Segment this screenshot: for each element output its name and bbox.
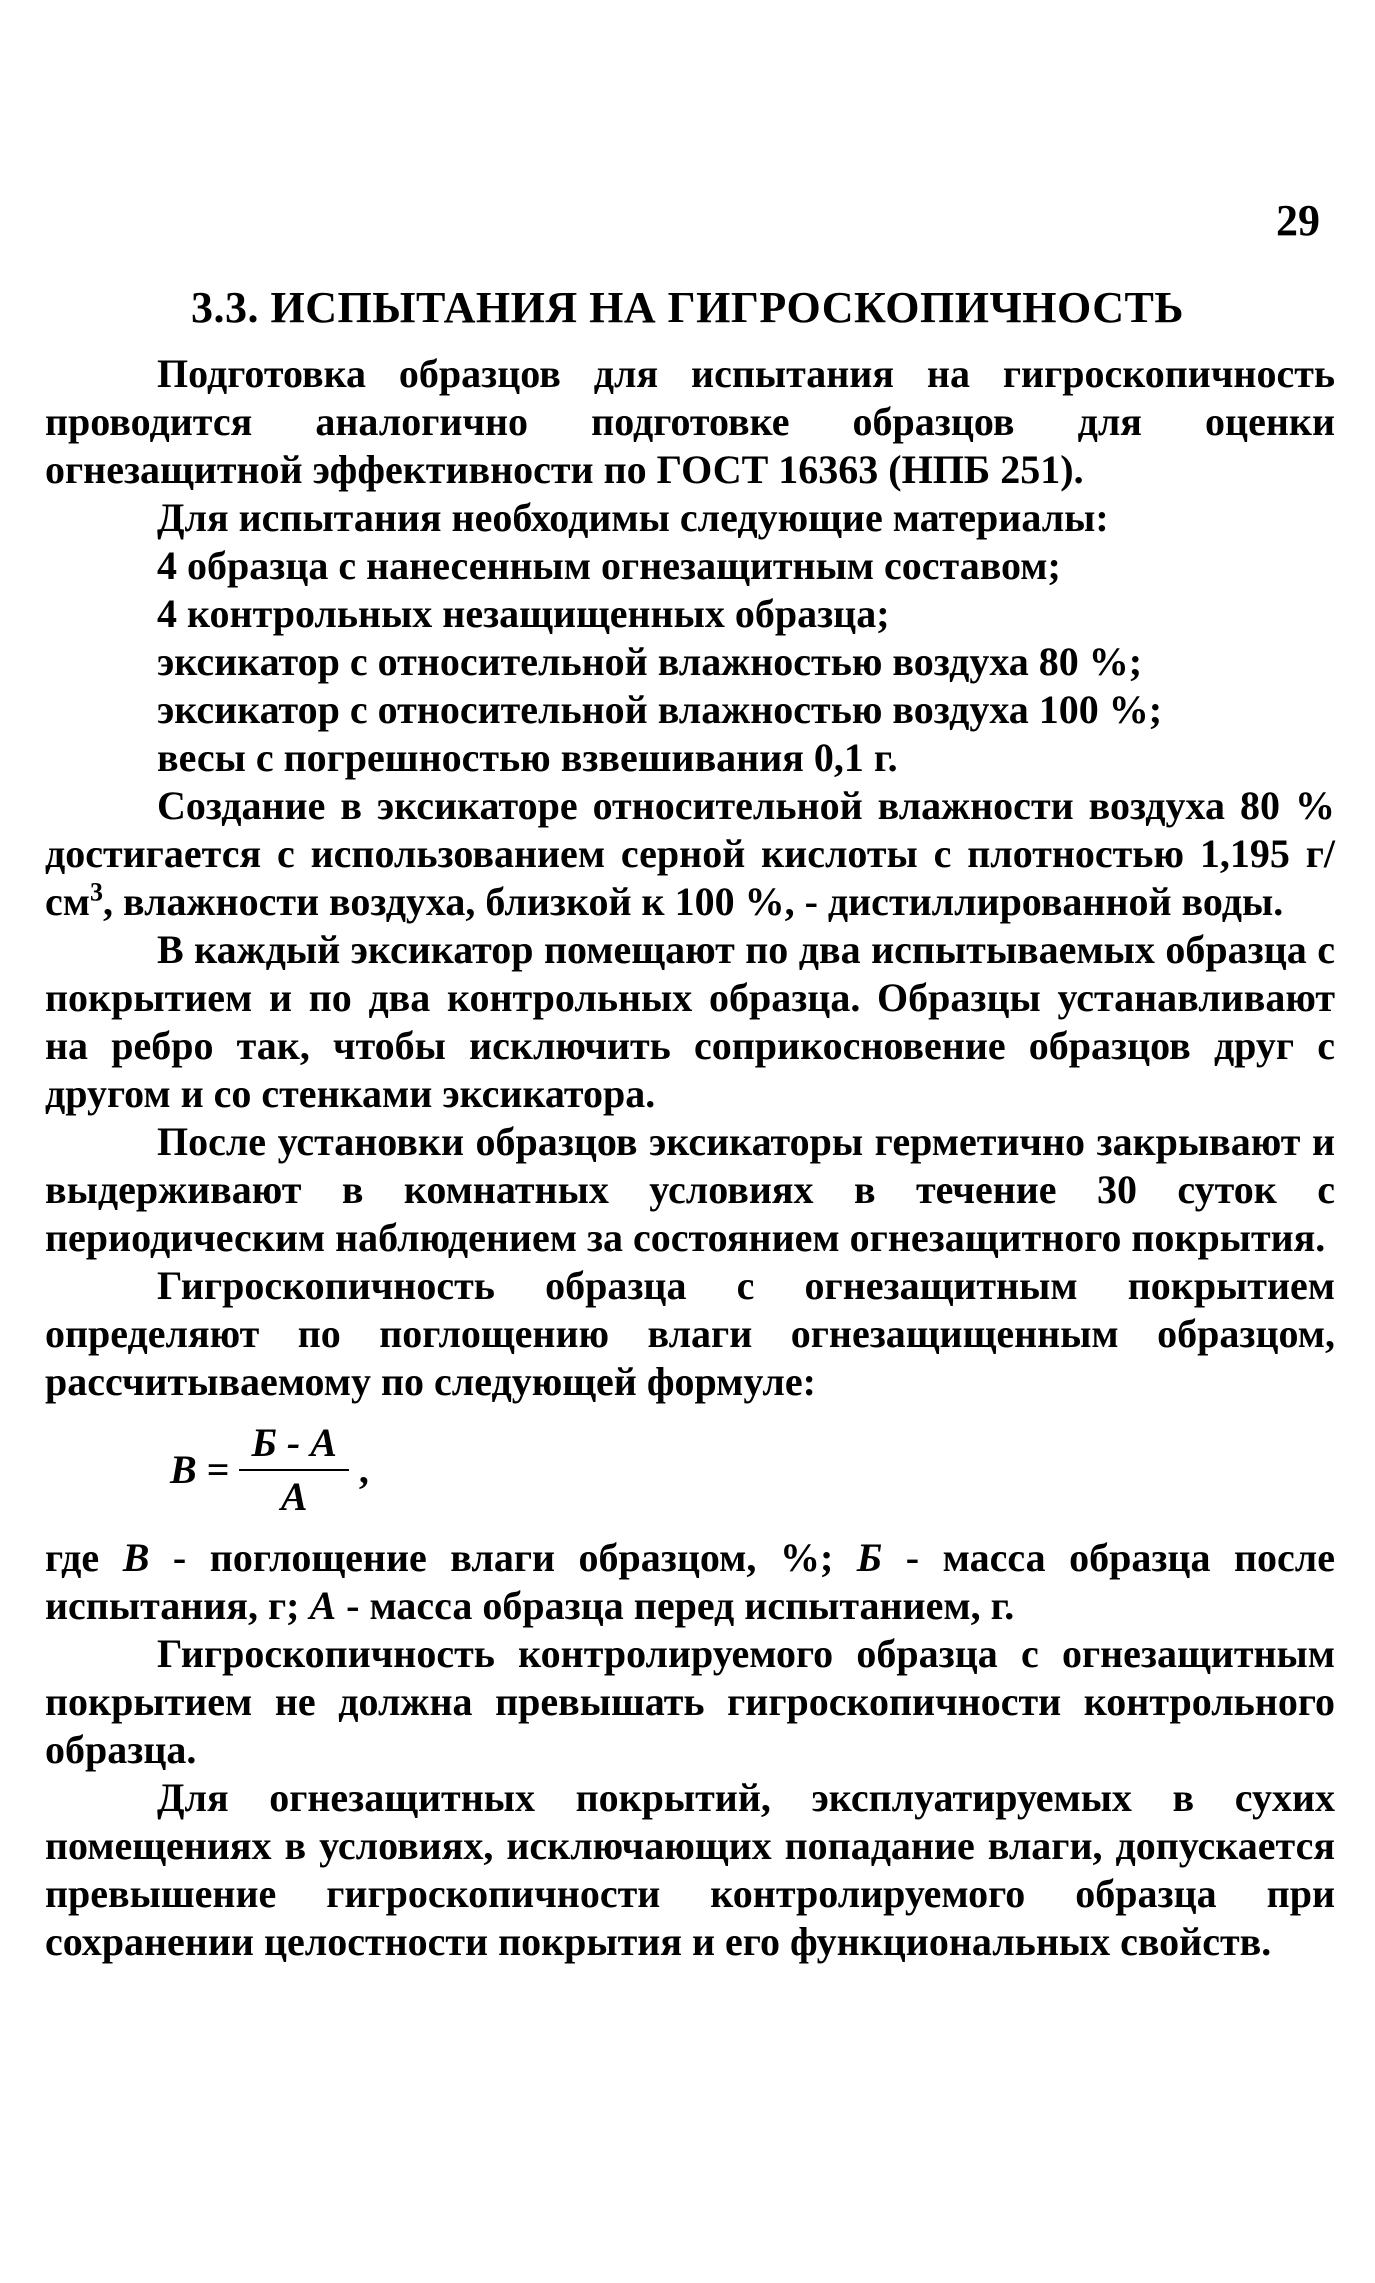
formula-lhs: В	[170, 1447, 197, 1492]
humidity-text-b: , влажности воздуха, близкой к 100 %, - дистиллированной воды.	[103, 879, 1284, 924]
formula-comma: ,	[358, 1447, 369, 1492]
where-text-2: - поглощение влаги образцом, %;	[149, 1535, 857, 1580]
paragraph-materials-intro: Для испытания необходимы следующие материалы:	[157, 495, 1109, 540]
where-text-1: где	[45, 1535, 123, 1580]
section-title: 3.3. ИСПЫТАНИЯ НА ГИГРОСКОПИЧНОСТЬ	[191, 283, 1184, 332]
superscript-3: 3	[90, 877, 103, 907]
body-text	[45, 350, 1335, 1966]
where-var-a: А	[309, 1583, 337, 1628]
list-item: эксикатор с относительной влажностью воздуха 100 %;	[157, 687, 1163, 732]
paragraph-exception: Для огнезащитных покрытий, эксплуатируемых в сухих помещениях в условиях, исключающих попадание влаги, допускается превышение гигроскопичности контролируемого образца при сохранении целостности покрытия и его функциональных свойств.	[45, 1775, 1335, 1964]
formula-numerator: Б - А	[239, 1419, 348, 1471]
list-item: 4 контрольных незащищенных образца;	[157, 591, 890, 636]
formula-equals: =	[206, 1447, 230, 1492]
list-item: эксикатор с относительной влажностью воздуха 80 %;	[157, 639, 1143, 684]
list-item: 4 образца с нанесенным огнезащитным составом;	[157, 543, 1061, 588]
paragraph-requirement: Гигроскопичность контролируемого образца с огнезащитным покрытием не должна превышать гигроскопичности контрольного образца.	[45, 1631, 1335, 1772]
paragraph-preparation: Подготовка образцов для испытания на гигроскопичность проводится аналогично подготовке образцов для оценки огнезащитной эффективности по ГОСТ 16363 (НПБ 251).	[45, 351, 1335, 492]
formula-fraction	[239, 1419, 348, 1521]
where-var-b: В	[122, 1535, 150, 1580]
list-item: весы с погрешностью взвешивания 0,1 г.	[157, 735, 898, 780]
where-text-3: - масса образца после испытания, г;	[45, 1535, 1335, 1628]
paragraph-where	[45, 1534, 1335, 1630]
humidity-text-a: Создание в эксикаторе относительной влажности воздуха 80 % достигается с использованием серной кислоты с плотностью 1,195 г/см	[45, 783, 1335, 924]
page-number: 29	[1276, 196, 1320, 245]
paragraph-storage: После установки образцов эксикаторы герметично закрывают и выдерживают в комнатных условиях в течение 30 суток с периодическим наблюдением за состоянием огнезащитного покрытия.	[45, 1119, 1335, 1260]
paragraph-hygroscopicity: Гигроскопичность образца с огнезащитным покрытием определяют по поглощению влаги огнезащищенным образцом, рассчитываемому по следующей формуле:	[45, 1263, 1335, 1404]
paragraph-humidity	[45, 782, 1335, 926]
where-text-4: - масса образца перед испытанием, г.	[336, 1583, 1015, 1628]
formula-denominator: А	[280, 1474, 308, 1519]
where-var-be: Б	[856, 1535, 883, 1580]
paragraph-placement: В каждый эксикатор помещают по два испытываемых образца с покрытием и по два контрольных образца. Образцы устанавливают на ребро так, чтобы исключить соприкосновение образцов друг с другом и со стенками эксикатора.	[45, 927, 1335, 1116]
formula	[170, 1414, 1335, 1526]
